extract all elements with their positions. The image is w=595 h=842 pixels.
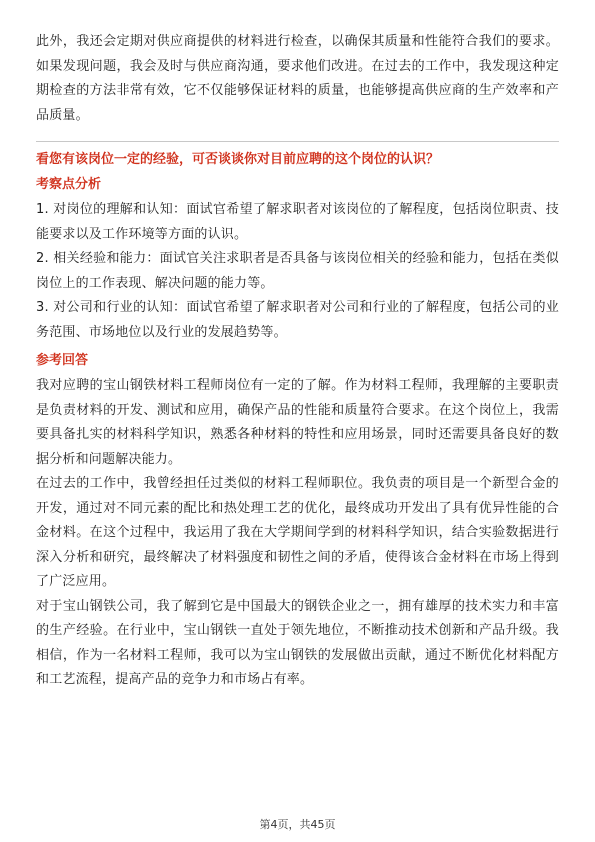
answer-paragraph: 对于宝山钢铁公司，我了解到它是中国最大的钢铁企业之一，拥有雄厚的技术实力和丰富的生产经验。在行业中，宝山钢铁一直处于领先地位，不断推动技术创新和产品升级。我相信，作为一名材料工程师，我可以为宝山钢铁的发展做出贡献，通过不断优化材料配方和工艺流程，提高产品的竞争力和市场占有率。 [36, 598, 559, 687]
document-page [36, 30, 559, 693]
analysis-item: 1. 对岗位的理解和认知：面试官希望了解求职者对该岗位的了解程度，包括岗位职责、技能要求以及工作环境等方面的认识。 [36, 202, 559, 242]
page-number-footer: 第4页，共45页 [259, 818, 336, 831]
section-divider [36, 141, 559, 142]
answer-body [36, 374, 559, 693]
answer-paragraph: 我对应聘的宝山钢铁材料工程师岗位有一定的了解。作为材料工程师，我理解的主要职责是负责材料的开发、测试和应用，确保产品的性能和质量符合要求。在这个岗位上，我需要具备扎实的材料科学知识，熟悉各种材料的特性和应用场景，同时还需要具备良好的数据分析和问题解决能力。 [36, 378, 559, 467]
answer-paragraph: 在过去的工作中，我曾经担任过类似的材料工程师职位。我负责的项目是一个新型合金的开发，通过对不同元素的配比和热处理工艺的优化，最终成功开发出了具有优异性能的合金材料。在这个过程中，我运用了我在大学期间学到的材料科学知识，结合实验数据进行深入分析和研究，最终解决了材料强度和韧性之间的矛盾，使得该合金材料在市场上得到了广泛应用。 [36, 476, 559, 589]
interview-question: 看您有该岗位一定的经验，可否谈谈你对目前应聘的这个岗位的认识？ [36, 152, 440, 167]
analysis-heading: 考察点分析 [36, 177, 102, 192]
answer-heading: 参考回答 [36, 353, 89, 368]
analysis-item: 2. 相关经验和能力：面试官关注求职者是否具备与该岗位相关的经验和能力，包括在类似岗位上的工作表现、解决问题的能力等。 [36, 251, 559, 291]
analysis-list [36, 198, 559, 345]
intro-paragraph: 此外，我还会定期对供应商提供的材料进行检查，以确保其质量和性能符合我们的要求。如果发现问题，我会及时与供应商沟通，要求他们改进。在过去的工作中，我发现这种定期检查的方法非常有效，它不仅能够保证材料的质量，也能够提高供应商的生产效率和产品质量。 [36, 34, 559, 123]
analysis-item: 3. 对公司和行业的认知：面试官希望了解求职者对公司和行业的了解程度，包括公司的业务范围、市场地位以及行业的发展趋势等。 [36, 300, 559, 340]
